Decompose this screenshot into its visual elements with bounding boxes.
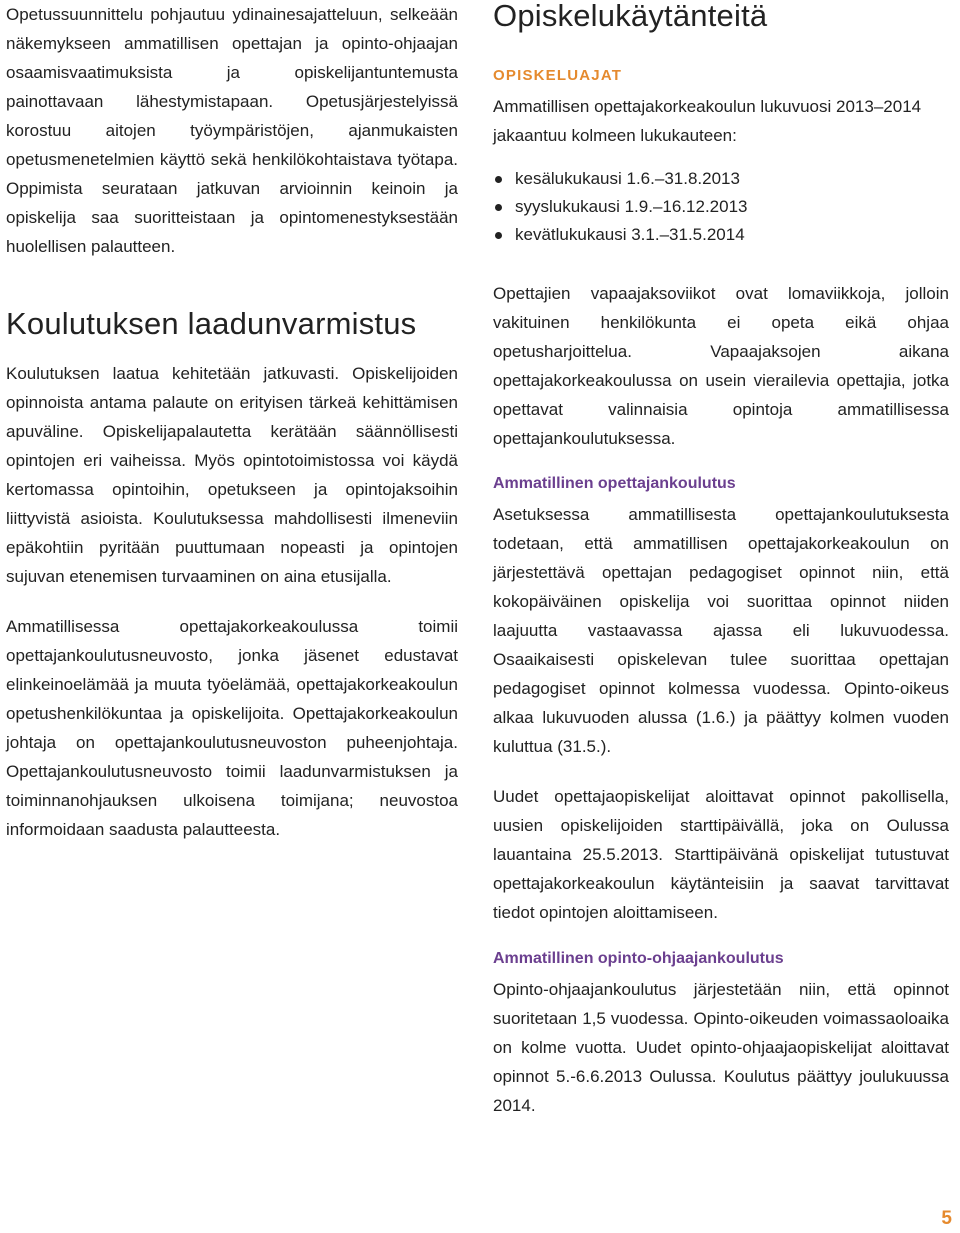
new-students-paragraph: Uudet opettajaopiskelijat aloittavat opinnot pakollisella, uusien opiskelijoiden starttipäivällä, joka on Oulussa lauantaina 25.5.2013. Starttipäivänä opiskelijat tutustuvat opettajakorkeakoulun käytänteisiin ja saavat tarvittavat tiedot opintojen aloittamiseen. [493, 787, 949, 922]
teacher-education-paragraph: Asetuksessa ammatillisesta opettajankoulutuksesta todetaan, että ammatillisen opettajakorkeakoulun on järjestettävä opettajan pedagogiset opinnot niin, että kokopäiväinen opiskelija voi suorittaa opinnot niiden laajuutta vastaavassa ajassa eli lukuvuodessa. Osaaikaisesti opiskelevan tulee suorittaa opettajan pedagogiset opinnot kolmessa vuodessa. Opinto-oikeus alkaa lukuvuoden alussa (1.6.) ja päättyy kolmen vuoden kuluttua (31.5.). [493, 505, 949, 756]
academic-year-intro: Ammatillisen opettajakorkeakoulun lukuvuosi 2013–2014 jakaantuu kolmeen lukukauteen: [493, 97, 922, 145]
right-column [493, 0, 949, 1120]
list-item: syyslukukausi 1.9.–16.12.2013 [493, 193, 949, 221]
intro-paragraph: Opetussuunnittelu pohjautuu ydinainesajatteluun, selkeään näkemykseen ammatillisen opettajan ja opinto-ohjaajan osaamisvaatimuksista ja opiskelijantuntemusta painottavaan lähestymistapaan. Opetusjärjestelyissä korostuu aitojen työympäristöjen, ajanmukaisten opetusmenetelmien käyttö sekä henkilökohtaistava työtapa. Oppimista seurataan jatkuvan arvioinnin keinoin ja opiskelija saa suoritteistaan ja opintomenestyksestään huolellisen palautteen. [6, 5, 458, 256]
term-list [493, 165, 949, 249]
list-item: kevätlukukausi 3.1.–31.5.2014 [493, 221, 949, 249]
list-item: kesälukukausi 1.6.–31.8.2013 [493, 165, 949, 193]
subheading-teacher-education: Ammatillinen opettajankoulutus [493, 475, 736, 492]
subheading-counsellor-education: Ammatillinen opinto-ohjaajankoulutus [493, 950, 784, 967]
heading-study-practices: Opiskelukäytänteitä [493, 0, 768, 33]
quality-paragraph: Koulutuksen laatua kehitetään jatkuvasti. Opiskelijoiden opinnoista antama palaute on erityisen tärkeä kehittämisen apuväline. Opiskelijapalautetta kerätään säännöllisesti opintojen eri vaiheissa. Myös opintotoimistossa voi käydä kertomassa opintoihin, opetukseen ja opintojaksoihin liittyvistä asioista. Koulutuksessa mahdollisesti ilmeneviin epäkohtiin pyritään puuttumaan nopeasti ja opintojen sujuvan etenemisen turvaaminen on aina etusijalla. [6, 364, 458, 586]
council-paragraph: Ammatillisessa opettajakorkeakoulussa toimii opettajankoulutusneuvosto, jonka jäsenet edustavat elinkeinoelämää ja muuta työelämää, opettajakorkeakoulun opetushenkilökuntaa ja opiskelijoita. Opettajakorkeakoulun johtaja on opettajankoulutusneuvoston puheenjohtaja. Opettajankoulutusneuvosto toimii laadunvarmistuksen ja toiminnanohjauksen ulkoisena toimijana; neuvostoa informoidaan saadusta palautteesta. [6, 617, 458, 839]
page-number: 5 [941, 1208, 952, 1229]
heading-quality-assurance: Koulutuksen laadunvarmistus [6, 306, 417, 341]
holidays-paragraph: Opettajien vapaajaksoviikot ovat lomaviikkoja, jolloin vakituinen henkilökunta ei opeta eikä ohjaa opetusharjoittelua. Vapaajaksojen aikana opettajakorkeakoulussa on usein vierailevia opettajia, jotka opettavat valinnaisia opintoja ammatillisessa opettajankoulutuksessa. [493, 284, 949, 448]
counsellor-education-paragraph: Opinto-ohjaajankoulutus järjestetään niin, että opinnot suoritetaan 1,5 vuodessa. Opinto-oikeuden voimassaoloaika on kolme vuotta. Uudet opinto-ohjaajaopiskelijat aloittavat opinnot 5.-6.6.2013 Oulussa. Koulutus päättyy joulukuussa 2014. [493, 980, 949, 1115]
subheading-study-periods: OPISKELUAJAT [493, 67, 623, 84]
left-column [6, 0, 458, 844]
